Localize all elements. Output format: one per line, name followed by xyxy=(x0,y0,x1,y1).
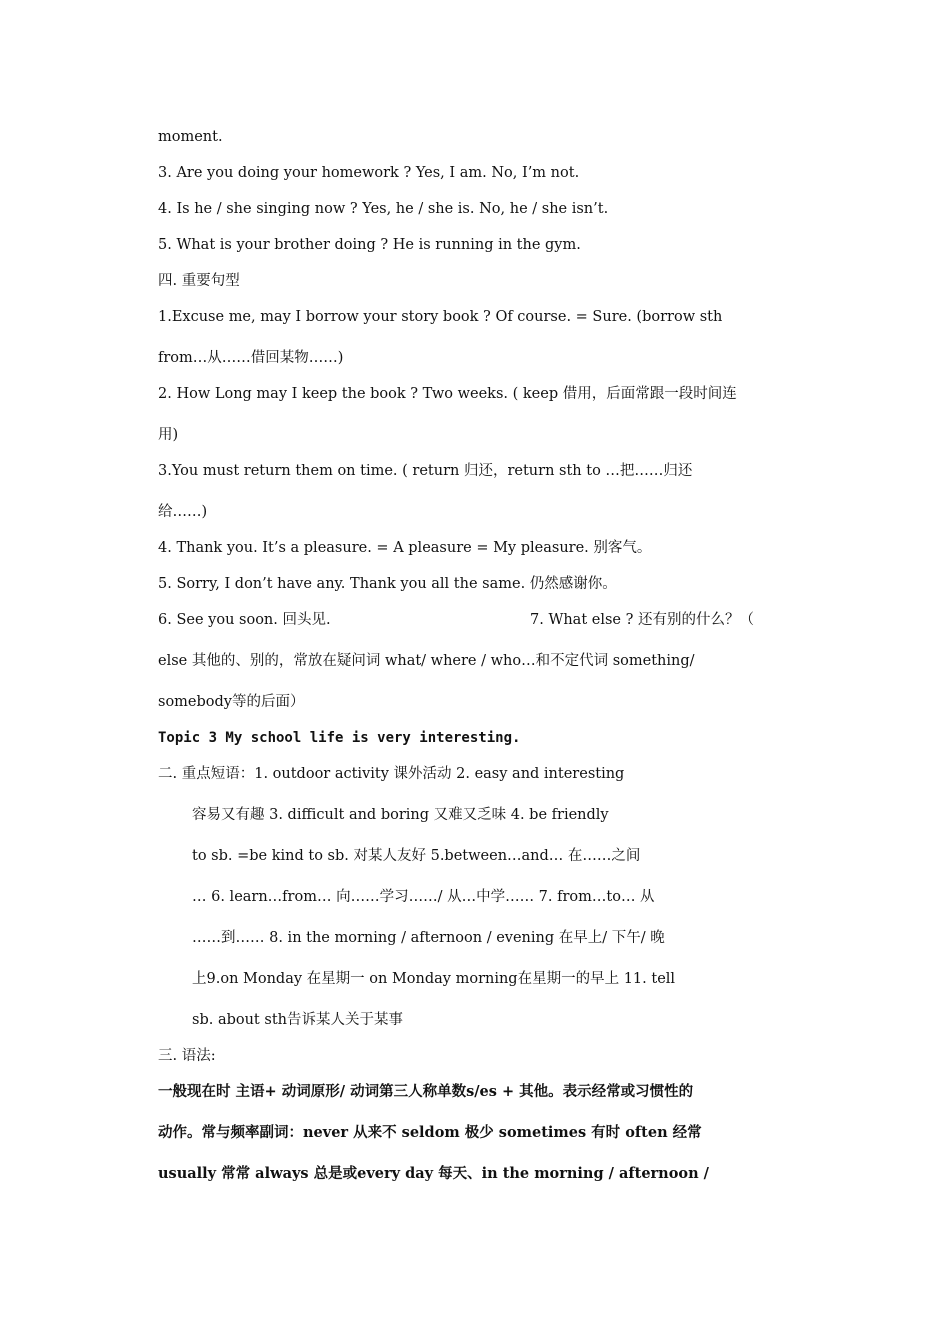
text-line: 容易又有趣 3. difficult and boring 又难又乏味 4. be friendly xyxy=(192,807,609,823)
text-line: 7. What else ? 还有别的什么？（ xyxy=(530,612,754,628)
text-line: to sb. =be kind to sb. 对某人友好 5.between…and… 在……之间 xyxy=(192,848,641,864)
topic-title: Topic 3 My school life is very interesting. xyxy=(158,730,521,746)
text-line: 3. Are you doing your homework ? Yes, I am. No, I’m not. xyxy=(158,165,580,181)
text-line: 5. What is your brother doing ? He is running in the gym. xyxy=(158,237,581,253)
text-line: else 其他的、别的，常放在疑问词 what/ where / who…和不定代词 something/ xyxy=(158,653,695,669)
section-heading: 三. 语法: xyxy=(158,1048,216,1064)
grammar-line: usually 常常 always 总是或every day 每天、in the morning / afternoon / xyxy=(158,1165,709,1182)
section-heading: 四. 重要句型 xyxy=(158,273,240,289)
text-line: 用) xyxy=(158,427,179,443)
text-line: sb. about sth告诉某人关于某事 xyxy=(192,1012,403,1028)
text-line: ……到…… 8. in the morning / afternoon / evening 在早上/ 下午/ 晚 xyxy=(192,930,665,946)
text-line: 4. Is he / she singing now ? Yes, he / she is. No, he / she isn’t. xyxy=(158,201,609,217)
text-line: 3.You must return them on time. ( return 归还，return sth to …把……归还 xyxy=(158,463,693,479)
grammar-line: 动作。常与频率副词：never 从来不 seldom 极少 sometimes 有时 often 经常 xyxy=(158,1124,702,1141)
text-line: 6. See you soon. 回头见. xyxy=(158,612,331,628)
text-line: from…从……借回某物……) xyxy=(158,350,344,366)
text-line: … 6. learn…from… 向……学习……/ 从…中学…… 7. from…to… 从 xyxy=(192,889,655,905)
text-line: somebody等的后面） xyxy=(158,694,305,710)
text-line: 二. 重点短语：1. outdoor activity 课外活动 2. easy and interesting xyxy=(158,766,625,782)
text-line: 上9.on Monday 在星期一 on Monday morning在星期一的早上 11. tell xyxy=(192,971,676,987)
text-line: 4. Thank you. It’s a pleasure. = A pleasure = My pleasure. 别客气。 xyxy=(158,540,652,556)
text-line: 给……) xyxy=(158,504,208,520)
text-line: 2. How Long may I keep the book ? Two weeks. ( keep 借用，后面常跟一段时间连 xyxy=(158,386,737,402)
grammar-line: 一般现在时 主语+ 动词原形/ 动词第三人称单数s/es + 其他。表示经常或习惯性的 xyxy=(158,1083,694,1100)
text-line: moment. xyxy=(158,129,223,145)
text-line: 5. Sorry, I don’t have any. Thank you all the same. 仍然感谢你。 xyxy=(158,576,617,592)
text-line: 1.Excuse me, may I borrow your story book ? Of course. = Sure. (borrow sth xyxy=(158,309,723,325)
